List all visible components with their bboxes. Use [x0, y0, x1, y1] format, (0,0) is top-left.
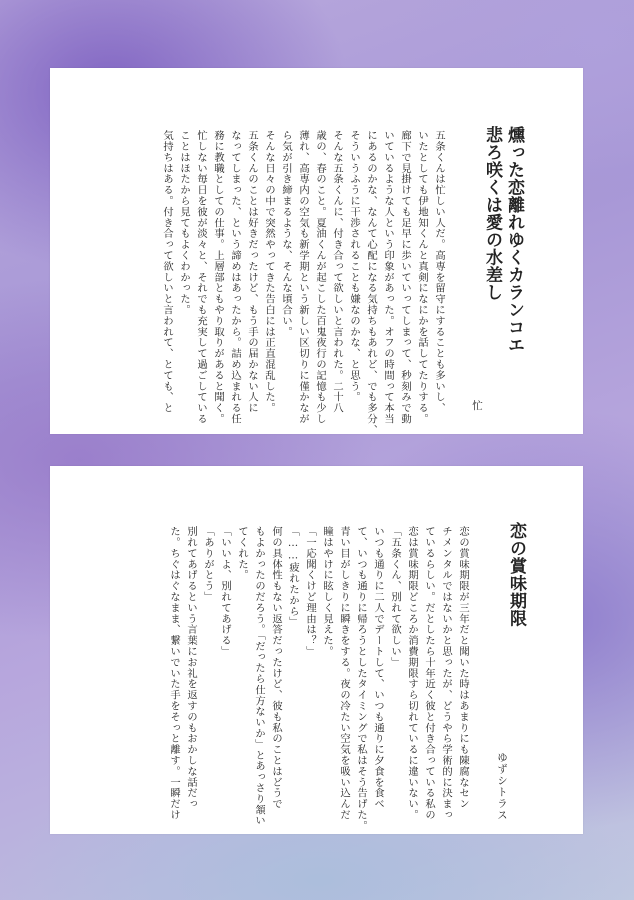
body-line: もよかったのだろう。「だったら仕方ないか」とあっさり頷い	[253, 526, 265, 827]
story-2-body	[165, 526, 471, 832]
body-line: そういうふうに干渉されることも嫌なのかな、と思う。	[348, 130, 360, 403]
body-line: いつも通りに二人でデートして、いつも通りに夕食を食べ	[372, 526, 384, 810]
body-line: いているような人という印象があった。オフの時間って本当	[382, 130, 394, 425]
body-line: 恋の賞味期限が三年だと聞いた時はあまりにも陳腐なセン	[457, 526, 469, 810]
story-1-title	[481, 126, 525, 416]
body-line: 「……疲れたから」	[287, 526, 299, 628]
body-line: 「一応聞くけど理由は？」	[304, 526, 316, 657]
body-line: そんな日々の中で突然やってきた告白には正直混乱した。	[263, 130, 275, 414]
body-line: て、いつも通りに帰ろうとしたタイミングで私はそう告げた。	[355, 526, 367, 832]
body-line: 瞳はやけに眩しく見えた。	[321, 526, 333, 657]
story-card-2	[50, 466, 583, 834]
story-1-title-line-2: 悲ろ咲くは愛の水差し	[482, 126, 502, 301]
story-2-title: 恋の賞味期限	[506, 522, 526, 627]
body-line: 忙しない毎日を彼が淡々と、それでも充実して過ごしている	[195, 130, 207, 425]
body-line: 薄れ、高専内の空気も新学期という新しい区切りに僅かなが	[297, 130, 309, 425]
body-line: 何の具体性もない返答だったけど、彼も私のことはどうで	[270, 526, 282, 810]
body-line: 青い目がしきりに瞬きをする。夜の冷たい空気を吸い込んだ	[338, 526, 350, 821]
body-line: なってしまった、という諦めはあったから。詰め込まれる任	[229, 130, 241, 425]
body-line: 気持ちはある。付き合って欲しいと言われて、とても、と	[161, 130, 173, 414]
body-line: にあるのかな、なんて心配になる気持ちもあれど、でも多分、	[365, 130, 377, 436]
body-line: 歳の、春のこと。夏油くんが起こした百鬼夜行の記憶も少し	[314, 130, 326, 425]
body-line: 「いいよ、別れてあげる」	[219, 526, 231, 657]
body-line: 五条くんは忙しい人だ。高専を留守にすることも多いし、	[433, 130, 445, 414]
body-line: ことはほたから見てもよくわかった。	[178, 130, 190, 316]
body-line: いたとしても伊地知くんと真剣になにかを話してたりする。	[416, 130, 428, 425]
body-line: た。ちぐはぐなまま、繋いでいた手をそっと離す。一瞬だけ	[168, 526, 180, 821]
body-line: 「ありがとう」	[202, 526, 214, 603]
body-line: ているらしい。だとしたら十年近く彼と付き合っている私の	[423, 526, 435, 821]
story-card-1	[50, 68, 583, 434]
body-line: てくれた。	[236, 526, 248, 581]
body-line: 五条くんのことは好きだったけど、もう手の届かない人に	[246, 130, 258, 414]
story-1-title-line-1: 燻った恋離れゆくカランコエ	[504, 126, 524, 354]
story-1-author: 忙	[471, 400, 483, 412]
body-line: 恋は賞味期限どころか消費期限すら切れているに違いない。	[406, 526, 418, 821]
body-line: そんな五条くんに、付き合って欲しいと言われた。二十八	[331, 130, 343, 414]
body-line: ら気が引き締まるような、そんな頃合い。	[280, 130, 292, 338]
body-line: 「五条くん、別れて欲しい」	[389, 526, 401, 668]
body-line: 別れてあげるという言葉にお礼を返すのもおかしな話だっ	[185, 526, 197, 810]
body-line: チメンタルではないかと思ったが、どうやら学術的に決まっ	[440, 526, 452, 821]
story-1-body	[158, 130, 447, 436]
story-2-author: ゆずシトラス	[496, 752, 508, 821]
body-line: 廊下で見掛けても足早に歩いていってしまって、秒刻みで動	[399, 130, 411, 425]
body-line: 務に教職としての仕事。上層部ともやり取りがあると聞く。	[212, 130, 224, 425]
